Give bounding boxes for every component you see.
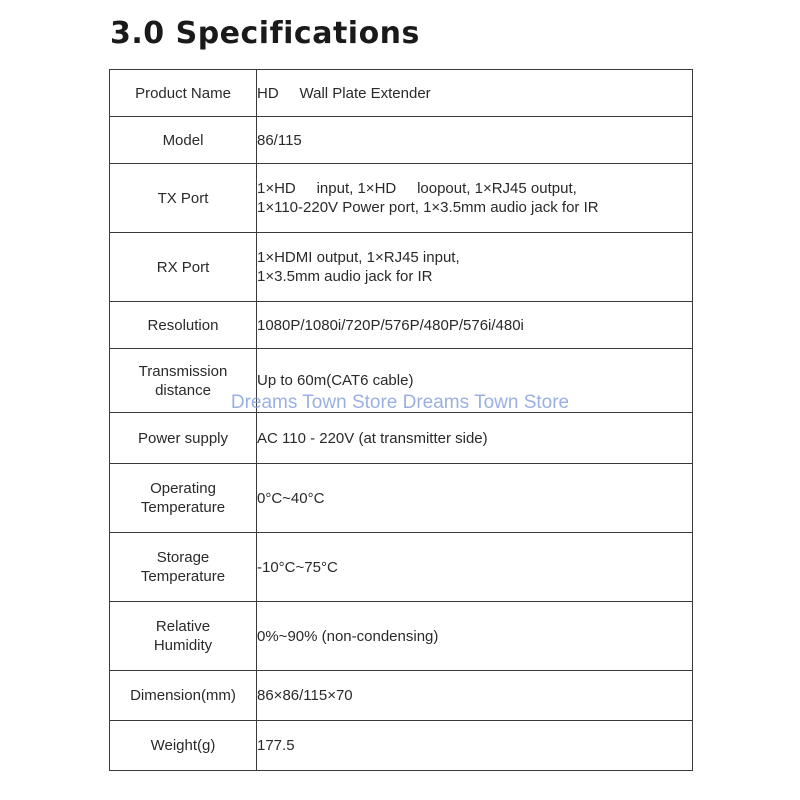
spec-label: Resolution [110,302,257,349]
table-row [110,464,693,533]
spec-value: 0%~90% (non-condensing) [257,602,693,671]
spec-label: Power supply [110,413,257,464]
table-row [110,349,693,413]
store-watermark: Dreams Town Store Dreams Town Store [230,392,570,413]
table-row [110,164,693,233]
spec-label: Weight(g) [110,721,257,771]
spec-value: 1080P/1080i/720P/576P/480P/576i/480i [257,302,693,349]
spec-value: -10°C~75°C [257,533,693,602]
spec-label: Relative Humidity [110,602,257,671]
spec-label: Storage Temperature [110,533,257,602]
table-row [110,233,693,302]
page-title: 3.0 Specifications [110,16,420,51]
spec-value: AC 110 - 220V (at transmitter side) [257,413,693,464]
spec-label: RX Port [110,233,257,302]
spec-label: TX Port [110,164,257,233]
spec-value: 0°C~40°C [257,464,693,533]
spec-value: Up to 60m(CAT6 cable) [257,349,693,413]
spec-label: Product Name [110,70,257,117]
table-row [110,413,693,464]
table-row [110,70,693,117]
spec-value: 177.5 [257,721,693,771]
spec-label: Transmission distance [110,349,257,413]
table-row [110,533,693,602]
specifications-table [109,69,693,771]
spec-label: Operating Temperature [110,464,257,533]
spec-value: 86×86/115×70 [257,671,693,721]
spec-value: 1×HDMI output, 1×RJ45 input, 1×3.5mm audio jack for IR [257,233,693,302]
table-row [110,671,693,721]
spec-value: HD Wall Plate Extender [257,70,693,117]
spec-label: Dimension(mm) [110,671,257,721]
table-row [110,117,693,164]
table-row [110,302,693,349]
table-row [110,721,693,771]
table-row [110,602,693,671]
spec-value: 86/115 [257,117,693,164]
spec-value: 1×HD input, 1×HD loopout, 1×RJ45 output, 1×110-220V Power port, 1×3.5mm audio jack for IR [257,164,693,233]
spec-label: Model [110,117,257,164]
